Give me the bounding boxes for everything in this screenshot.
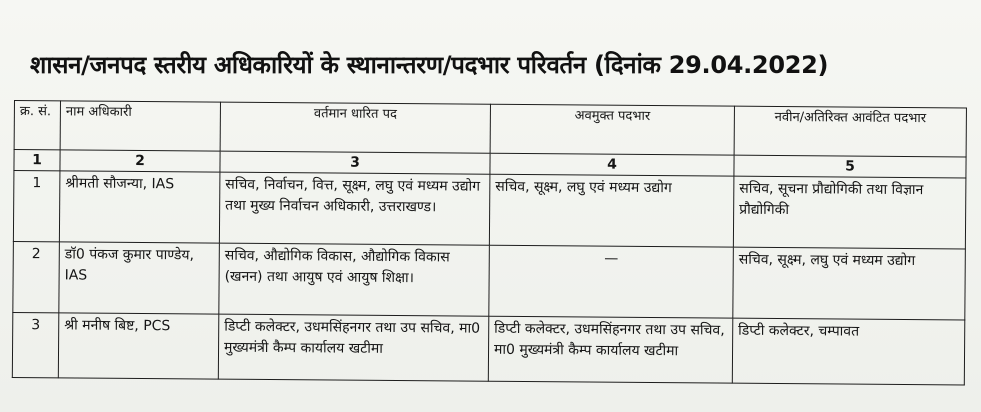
column-number: 2	[60, 150, 220, 172]
transfer-table	[12, 100, 967, 385]
header-serial: क्र. सं.	[14, 101, 60, 150]
column-number: 3	[220, 151, 490, 174]
officer-name: श्रीमती सौजन्या, IAS	[59, 171, 220, 243]
table-row	[13, 241, 966, 319]
new-charge: सचिव, सूचना प्रौद्योगिकी तथा विज्ञान प्रौद्योगिकी	[733, 176, 966, 249]
current-post: सचिव, निर्वाचन, वित्त, सूक्ष्म, लघु एवं मध्यम उद्योग तथा मुख्य निर्वाचन अधिकारी, उत्तराखण्ड।	[219, 172, 490, 245]
row-serial: 1	[13, 171, 60, 242]
officer-name: श्री मनीष बिष्ट, PCS	[58, 313, 219, 379]
relieved-charge: डिप्टी कलेक्टर, उधमसिंहनगर तथा उप सचिव, मा0 मुख्यमंत्री कैम्प कार्यालय खटीमा	[488, 316, 733, 383]
table-row	[13, 171, 966, 249]
column-number: 5	[734, 155, 966, 178]
header-new-charge: नवीन/अतिरिक्त आवंटित पदभार	[734, 106, 966, 157]
new-charge: डिप्टी कलेक्टर, चम्पावत	[732, 318, 965, 385]
header-name: नाम अधिकारी	[60, 101, 220, 151]
new-charge: सचिव, सूक्ष्म, लघु एवं मध्यम उद्योग	[733, 247, 966, 320]
header-row	[14, 101, 966, 157]
officer-name: डॉ0 पंकज कुमार पाण्डेय, IAS	[59, 242, 220, 314]
header-relieved-charge: अवमुक्त पदभार	[490, 104, 734, 155]
table-row	[12, 312, 964, 384]
row-serial: 3	[12, 312, 59, 377]
current-post: डिप्टी कलेक्टर, उधमसिंहनगर तथा उप सचिव, मा0 मुख्यमंत्री कैम्प कार्यालय खटीमा	[218, 314, 489, 381]
document-title: शासन/जनपद स्तरीय अधिकारियों के स्थानान्तरण/पदभार परिवर्तन (दिनांक 29.04.2022)	[30, 51, 829, 79]
relieved-charge: सचिव, सूक्ष्म, लघु एवं मध्यम उद्योग	[489, 174, 734, 247]
row-serial: 2	[13, 241, 60, 312]
header-current-post: वर्तमान धारित पद	[220, 102, 490, 153]
column-number: 1	[14, 150, 60, 171]
column-number: 4	[490, 153, 734, 176]
current-post: सचिव, औद्योगिक विकास, औद्योगिक विकास (खनन) तथा आयुष एवं आयुष शिक्षा।	[219, 243, 490, 316]
relieved-charge: —	[489, 245, 734, 318]
